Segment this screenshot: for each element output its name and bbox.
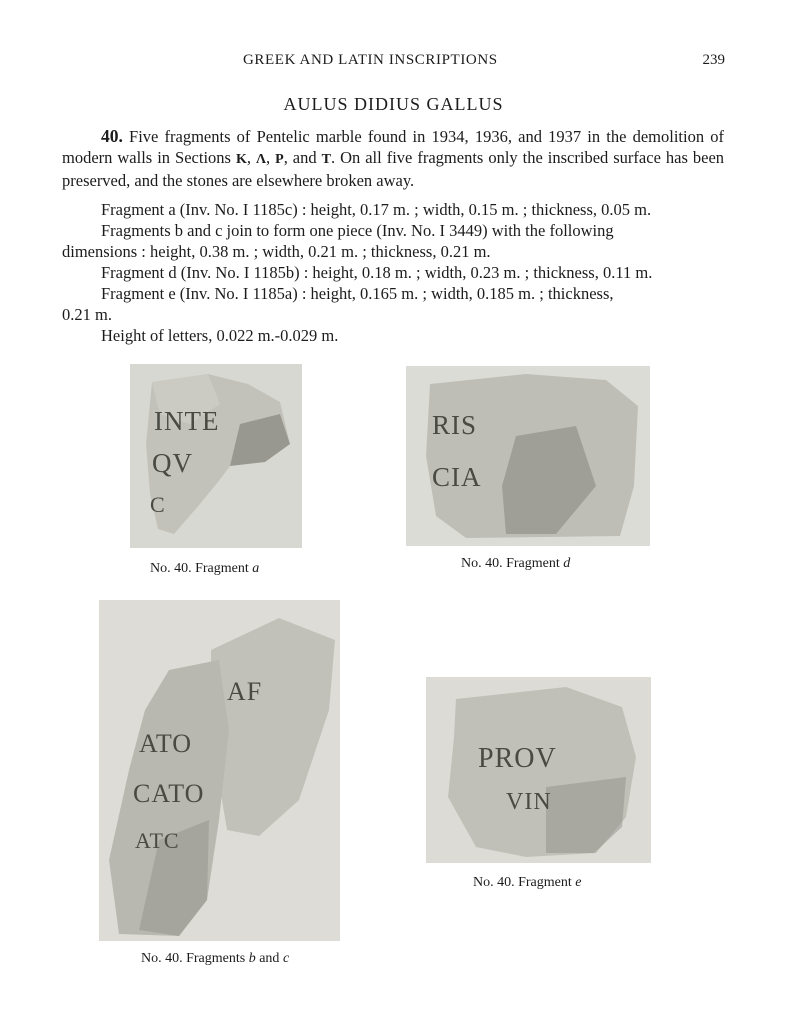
fragment-bc-line-3: CATO bbox=[133, 779, 205, 808]
section-heading: AULUS DIDIUS GALLUS bbox=[283, 94, 504, 114]
fragment-d-line: Fragment d (Inv. No. I 1185b) : height, 0.18 m. ; width, 0.23 m. ; thickness, 0.11 m. bbox=[101, 263, 653, 282]
fragment-e-line-2: VIN bbox=[506, 789, 552, 815]
fragment-bc-line-4: ATC bbox=[135, 828, 180, 853]
photo-fragments-b-c bbox=[99, 600, 340, 941]
letter-height-line: Height of letters, 0.022 m.-0.029 m. bbox=[101, 326, 339, 345]
fragment-bc-line-2: ATO bbox=[139, 729, 193, 758]
intro-text-1: Five fragments of Pentelic marble found in 1934, 1936, and 1937 in the demolition of modern walls in Sections bbox=[62, 127, 724, 167]
fragment-bc-line-1: Fragments b and c join to form one piece (Inv. No. I 3449) with the following bbox=[101, 221, 614, 240]
photo-fragment-a bbox=[130, 364, 302, 548]
entry-number: 40. bbox=[101, 126, 123, 146]
fragment-a-line-1: INTE bbox=[154, 406, 220, 436]
section-t: Τ bbox=[321, 152, 331, 167]
fragment-d-line-2: CIA bbox=[432, 462, 482, 492]
intro-text-2: . On all five fragments only the inscribed surface has been preserved, and the stones are elsewhere broken away. bbox=[62, 148, 725, 190]
fragment-a-line: Fragment a (Inv. No. I 1185c) : height, 0.17 m. ; width, 0.15 m. ; thickness, 0.05 m. bbox=[101, 200, 652, 219]
page-number: 239 bbox=[702, 52, 725, 68]
section-k: Κ bbox=[235, 152, 247, 167]
caption-fragments-b-c: No. 40. Fragments b and c bbox=[141, 951, 290, 966]
fragment-bc-line-2: dimensions : height, 0.38 m. ; width, 0.21 m. ; thickness, 0.21 m. bbox=[62, 242, 491, 261]
fragment-e-line-1: Fragment e (Inv. No. I 1185a) : height, 0.165 m. ; width, 0.185 m. ; thickness, bbox=[101, 284, 614, 303]
fragment-d-line-1: RIS bbox=[432, 410, 478, 440]
intro-paragraph: 40. Five fragments of Pentelic marble found in 1934, 1936, and 1937 in the demolition of modern walls in Sections Κ, Λ, Ρ, and Τ. On all five fragments only the inscribed surface has been preserved, and the stones are elsewhere broken away. bbox=[62, 126, 725, 190]
fragment-e-line-1: PROV bbox=[478, 743, 557, 774]
photo-fragment-e bbox=[426, 677, 651, 863]
photo-fragment-d bbox=[406, 366, 650, 546]
entry-intro bbox=[62, 126, 724, 191]
caption-fragment-e: No. 40. Fragment e bbox=[473, 875, 582, 890]
caption-fragment-a: No. 40. Fragment a bbox=[150, 561, 260, 576]
fragment-a-line-3: C bbox=[150, 492, 166, 517]
section-lambda: Λ bbox=[255, 152, 266, 167]
running-title: GREEK AND LATIN INSCRIPTIONS bbox=[243, 52, 498, 68]
caption-fragment-d: No. 40. Fragment d bbox=[461, 556, 571, 571]
section-rho: Ρ bbox=[275, 152, 284, 167]
running-head bbox=[60, 52, 725, 74]
fragment-a-line-2: QV bbox=[152, 448, 193, 478]
entry-measurements bbox=[62, 199, 724, 346]
fragment-e-line-2: 0.21 m. bbox=[62, 305, 112, 324]
fragment-bc-line-1: AF bbox=[227, 677, 263, 706]
